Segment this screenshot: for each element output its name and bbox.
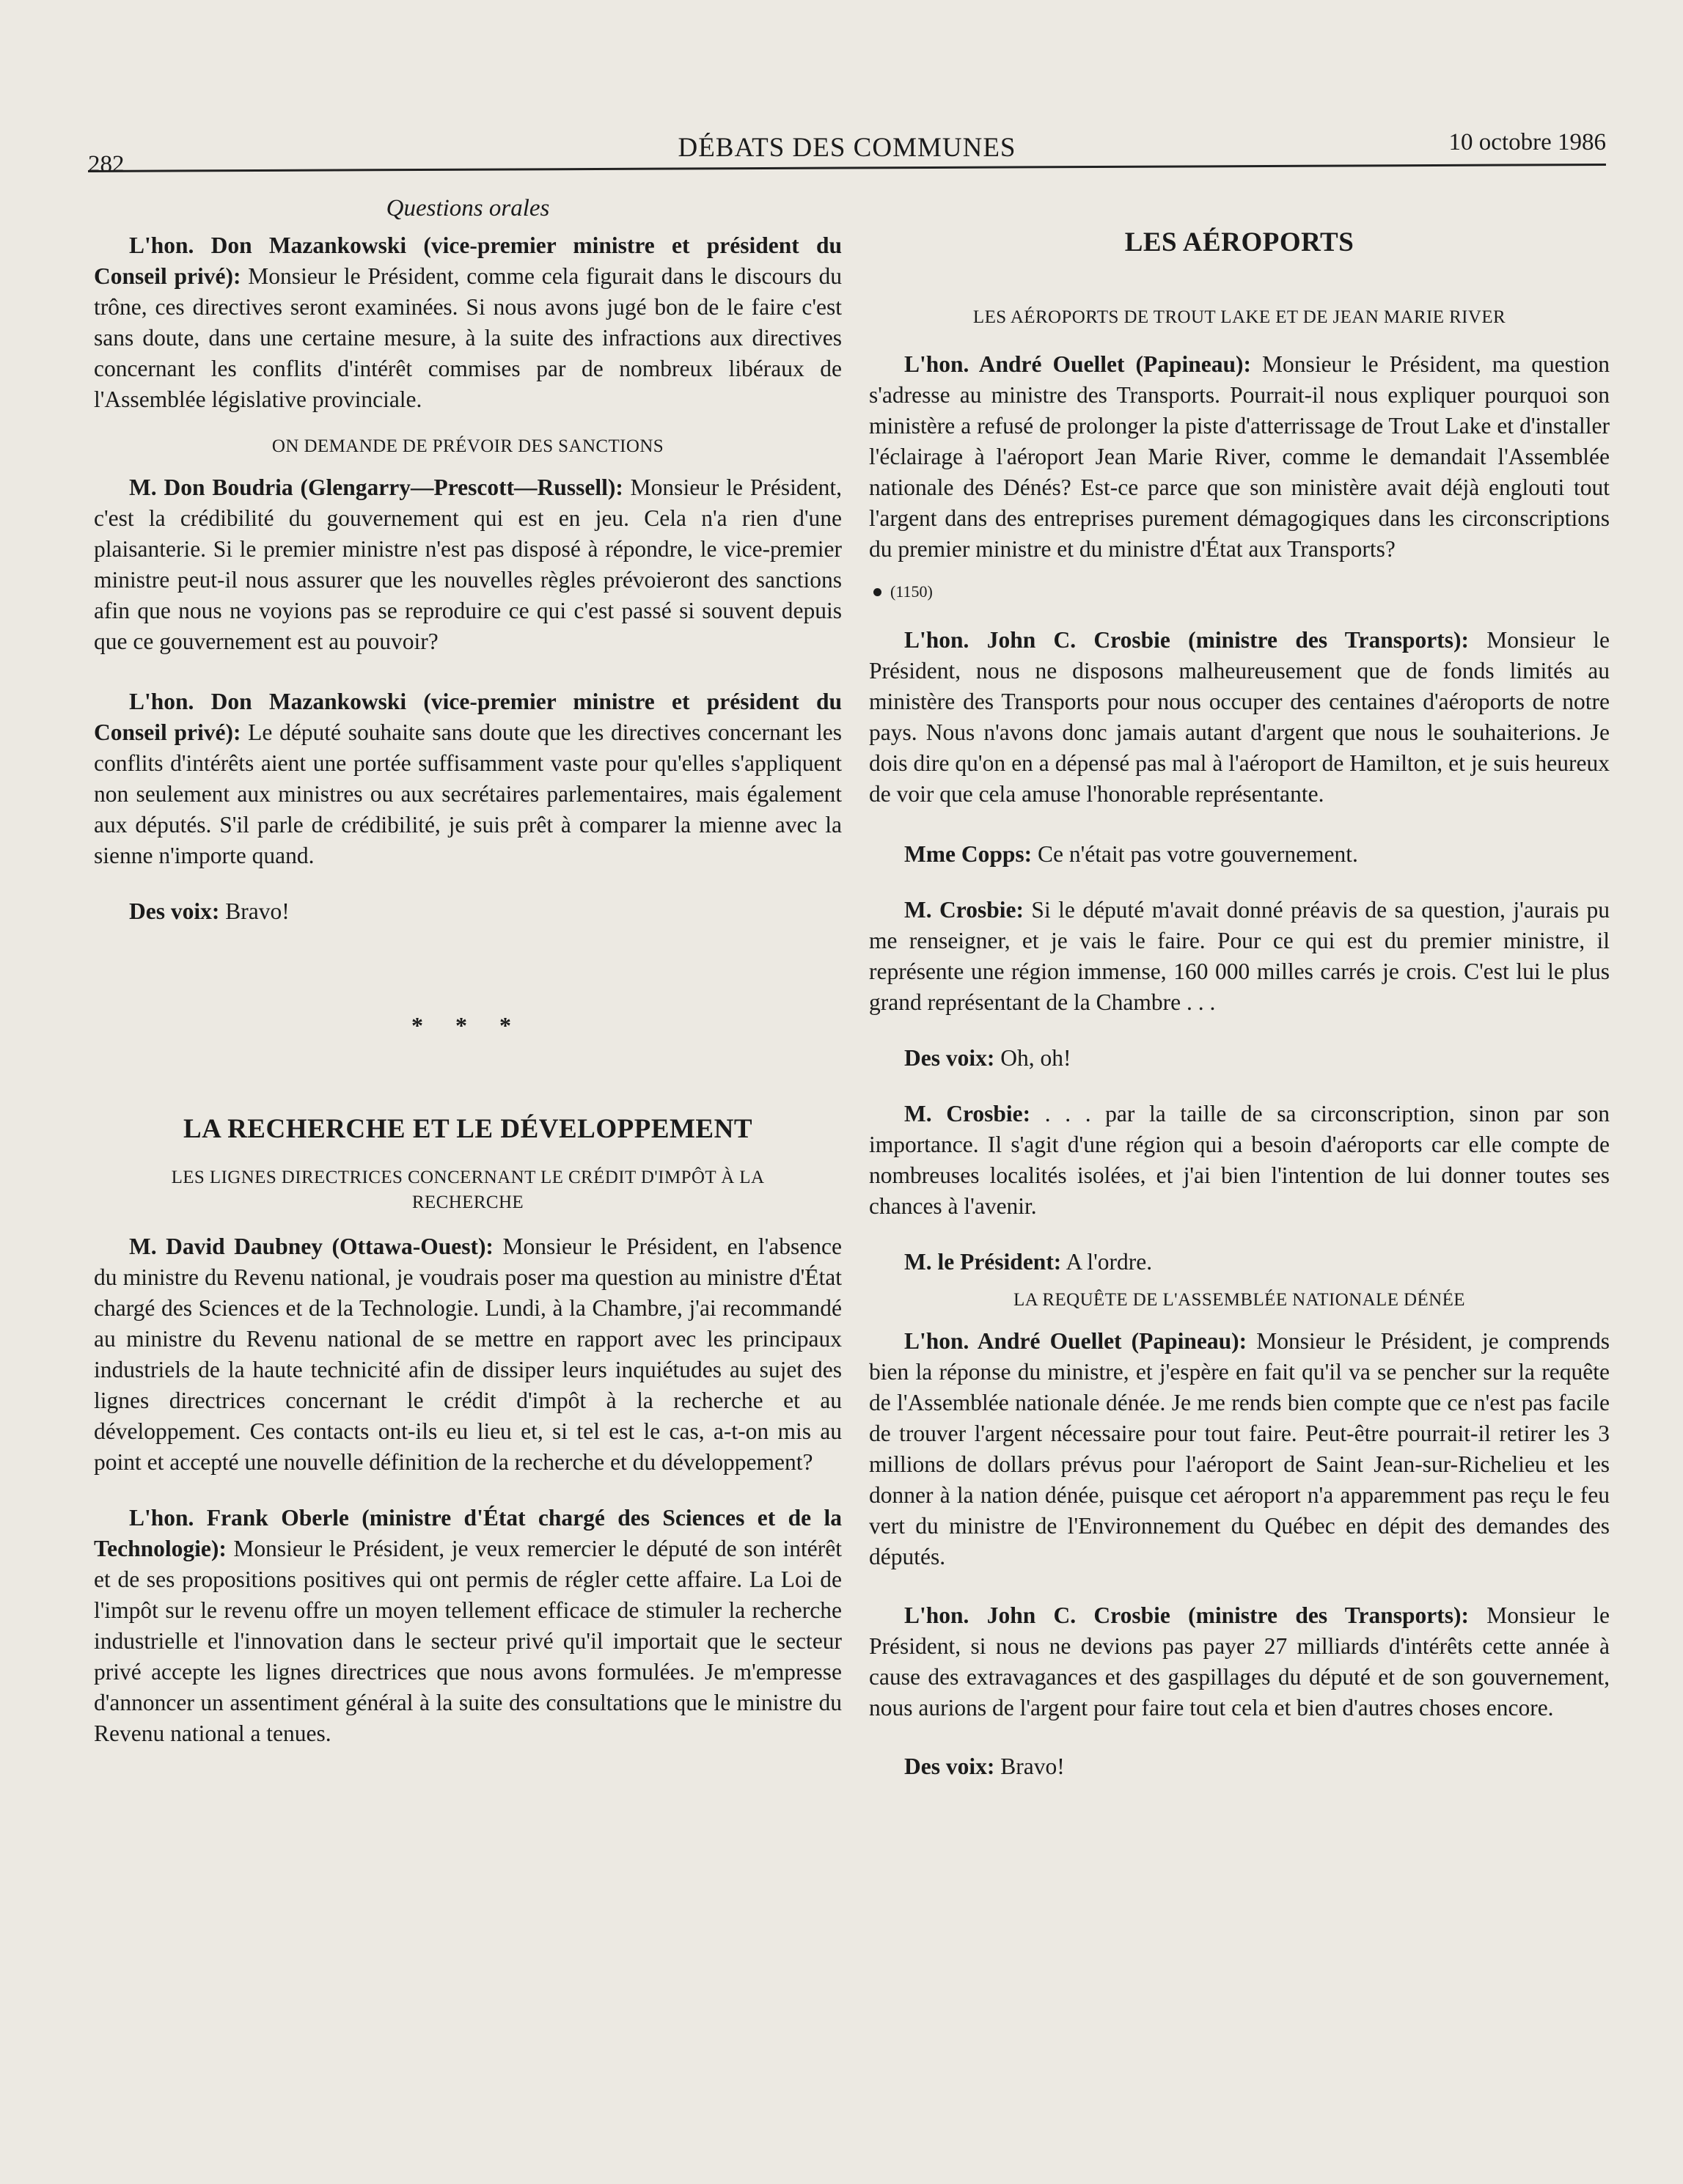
- paragraph: [94, 896, 842, 927]
- speech: Monsieur le Président, c'est la crédibilité du gouvernement qui est en jeu. Cela n'a rien d'une plaisanterie. Si le premier ministre n'est pas disposé à répondre, le vice-premier ministre peut-il nous assurer que les nouvelles règles prévoieront des sanctions afin que nous ne voyions pas se reproduire ce qui c'est passé si souvent depuis que ce gouvernement est au pouvoir?: [94, 474, 842, 654]
- speech: Monsieur le Président, ma question s'adresse au ministre des Transports. Pourrait-il nous expliquer pourquoi son ministère a refusé de prolonger la piste d'atterrissage de Trout Lake et d'installer l'éclairage à l'aéroport Jean Marie River, comme le demandait l'Assemblée nationale des Dénés? Est-ce parce que son ministère avait déjà englouti tout l'argent dans des entreprises purement démagogiques dans les circonscriptions du premier ministre et du ministre d'État aux Transports?: [869, 351, 1610, 562]
- header-rule: [88, 164, 1606, 172]
- page-number: 282: [88, 151, 125, 177]
- speech: Monsieur le Président, si nous ne devions pas payer 27 milliards d'intérêts cette année à cause des extravagances et des gaspillages du député et de son gouvernement, nous aurions de l'argent pour faire tout cela et bien d'autres choses encore.: [869, 1602, 1610, 1721]
- speaker: Des voix:: [129, 898, 220, 924]
- paragraph: [869, 839, 1610, 870]
- speaker: M. David Daubney (Ottawa-Ouest):: [129, 1234, 494, 1259]
- speaker: L'hon. John C. Crosbie (ministre des Transports):: [904, 1602, 1469, 1628]
- speech: Monsieur le Président, nous ne disposons malheureusement que de fonds limités au ministère des Transports pour nous occuper des centaines d'aéroports de notre pays. Nous n'avons donc jamais autant d'argent que nous le souhaiterions. Je dois dire qu'on en a dépensé pas mal à l'aéroport de Hamilton, et je suis heureux de voir que cela amuse l'honorable représentante.: [869, 627, 1610, 807]
- publication-title: DÉBATS DES COMMUNES: [678, 133, 1016, 163]
- speaker: M. Crosbie:: [904, 1101, 1031, 1126]
- speaker: M. le Président:: [904, 1249, 1062, 1275]
- speech: Ce n'était pas votre gouvernement.: [1032, 841, 1358, 867]
- speaker: L'hon. Don Mazankowski (vice-premier ministre et président du Conseil privé):: [94, 232, 842, 289]
- speaker: Mme Copps:: [904, 841, 1033, 867]
- speech: Le député souhaite sans doute que les directives concernant les conflits d'intérêts aient une portée suffisamment vaste pour qu'elles s'appliquent non seulement aux ministres ou aux secrétaires parlementaires, mais également aux députés. S'il parle de crédibilité, je suis prêt à comparer la mienne avec la sienne n'importe quand.: [94, 719, 842, 868]
- paragraph: [869, 1600, 1610, 1723]
- subheading: ON DEMANDE DE PRÉVOIR DES SANCTIONS: [271, 436, 664, 456]
- speaker: L'hon. Frank Oberle (ministre d'État chargé des Sciences et de la Technologie):: [94, 1505, 842, 1561]
- paragraph: [94, 1503, 842, 1749]
- speech: Bravo!: [994, 1754, 1065, 1779]
- paragraph: [94, 230, 842, 415]
- speaker: M. Don Boudria (Glengarry—Prescott—Russell):: [129, 474, 623, 500]
- speech: Bravo!: [219, 898, 290, 924]
- speaker: Des voix:: [904, 1754, 995, 1779]
- paragraph: [869, 625, 1610, 810]
- speech: Oh, oh!: [994, 1045, 1071, 1071]
- speaker: L'hon. John C. Crosbie (ministre des Transports):: [904, 627, 1469, 653]
- subheading: LES LIGNES DIRECTRICES CONCERNANT LE CRÉDIT D'IMPÔT À LA RECHERCHE: [171, 1168, 765, 1212]
- bullet-icon: [873, 588, 881, 596]
- paragraph: [94, 1231, 842, 1478]
- page-header: [88, 119, 1606, 177]
- paragraph: [869, 1043, 1610, 1074]
- paragraph: [869, 1326, 1610, 1572]
- section-heading: LA RECHERCHE ET LE DÉVELOPPEMENT: [183, 1114, 753, 1144]
- speech: Monsieur le Président, je veux remercier le député de son intérêt et de ses propositions positives qui ont permis de régler cette affaire. La Loi de l'impôt sur le revenu offre un moyen tellement efficace de stimuler la recherche industrielle et l'innovation dans le secteur privé qu'il importait que le secteur privé accepte les lignes directrices que nous avons formulées. Je m'empresse d'annoncer un assentiment général à la suite des consultations que le ministre du Revenu national a tenues.: [94, 1536, 842, 1746]
- paragraph: [869, 895, 1610, 1018]
- left-column: [94, 192, 842, 1749]
- speech: Monsieur le Président, comme cela figurait dans le discours du trône, ces directives seront examinées. Si nous avons jugé bon de le faire c'est sans doute, dans une certaine mesure, à la suite des infractions aux directives concernant les conflits d'intérêt commises par de nombreux libéraux de l'Assemblée législative provinciale.: [94, 263, 842, 412]
- timestamp: (1150): [869, 581, 1610, 603]
- section-separator: * * *: [411, 1012, 524, 1038]
- speaker: L'hon. André Ouellet (Papineau):: [904, 1328, 1247, 1354]
- paragraph: [869, 1099, 1610, 1222]
- paragraph: [869, 1751, 1610, 1782]
- paragraph: [94, 472, 842, 657]
- paragraph: [94, 686, 842, 871]
- section-title: Questions orales: [386, 195, 550, 221]
- speech: A l'ordre.: [1061, 1249, 1153, 1275]
- speech: Monsieur le Président, je comprends bien la réponse du ministre, et j'espère en fait qu'il va se pencher sur la requête de l'Assemblée nationale dénée. Je me rends bien compte que ce n'est pas facile de trouver l'argent nécessaire pour tout faire. Peut-être pourrait-il retirer les 3 millions de dollars prévus pour l'aéroport de Saint Jean-sur-Richelieu et les donner à la nation dénée, puisque cet aéroport n'a apparemment pas reçu le feu vert du ministre de l'Environnement du Québec en dépit des demandes des députés.: [869, 1328, 1610, 1569]
- subheading: LES AÉROPORTS DE TROUT LAKE ET DE JEAN MARIE RIVER: [972, 307, 1506, 327]
- speaker: Des voix:: [904, 1045, 995, 1071]
- subheading: LA REQUÊTE DE L'ASSEMBLÉE NATIONALE DÉNÉE: [1013, 1290, 1465, 1310]
- speech: Monsieur le Président, en l'absence du ministre du Revenu national, je voudrais poser ma question au ministre d'État chargé des Sciences et de la Technologie. Lundi, à la Chambre, j'ai recommandé au ministre du Revenu national de se mettre en rapport avec les principaux industriels de la haute technicité afin de dissiper leurs inquiétudes au sujet des lignes directrices concernant le crédit d'impôt à la recherche et au développement. Ces contacts ont-ils eu lieu et, si tel est le cas, a-t-on mis au point et accepté une nouvelle définition de la recherche et du développement?: [94, 1234, 842, 1475]
- paragraph: [869, 1247, 1610, 1278]
- speaker: L'hon. Don Mazankowski (vice-premier ministre et président du Conseil privé):: [94, 689, 842, 745]
- page-date: 10 octobre 1986: [1448, 129, 1606, 155]
- paragraph: [869, 349, 1610, 565]
- speech: Si le député m'avait donné préavis de sa question, j'aurais pu me renseigner, et je vais le faire. Pour ce qui est du premier ministre, il représente une région immense, 160 000 milles carrés je crois. C'est lui le plus grand représentant de la Chambre . . .: [869, 897, 1610, 1015]
- speaker: M. Crosbie:: [904, 897, 1024, 923]
- speech: . . . par la taille de sa circonscription, sinon par son importance. Il s'agit d'une région qui a besoin d'aéroports car elle compte de nombreuses localités isolées, et j'ai bien l'intention de lui donner toutes ses chances à l'avenir.: [869, 1101, 1610, 1219]
- right-column: [869, 192, 1610, 1782]
- section-heading: LES AÉROPORTS: [1124, 227, 1354, 257]
- speaker: L'hon. André Ouellet (Papineau):: [904, 351, 1252, 377]
